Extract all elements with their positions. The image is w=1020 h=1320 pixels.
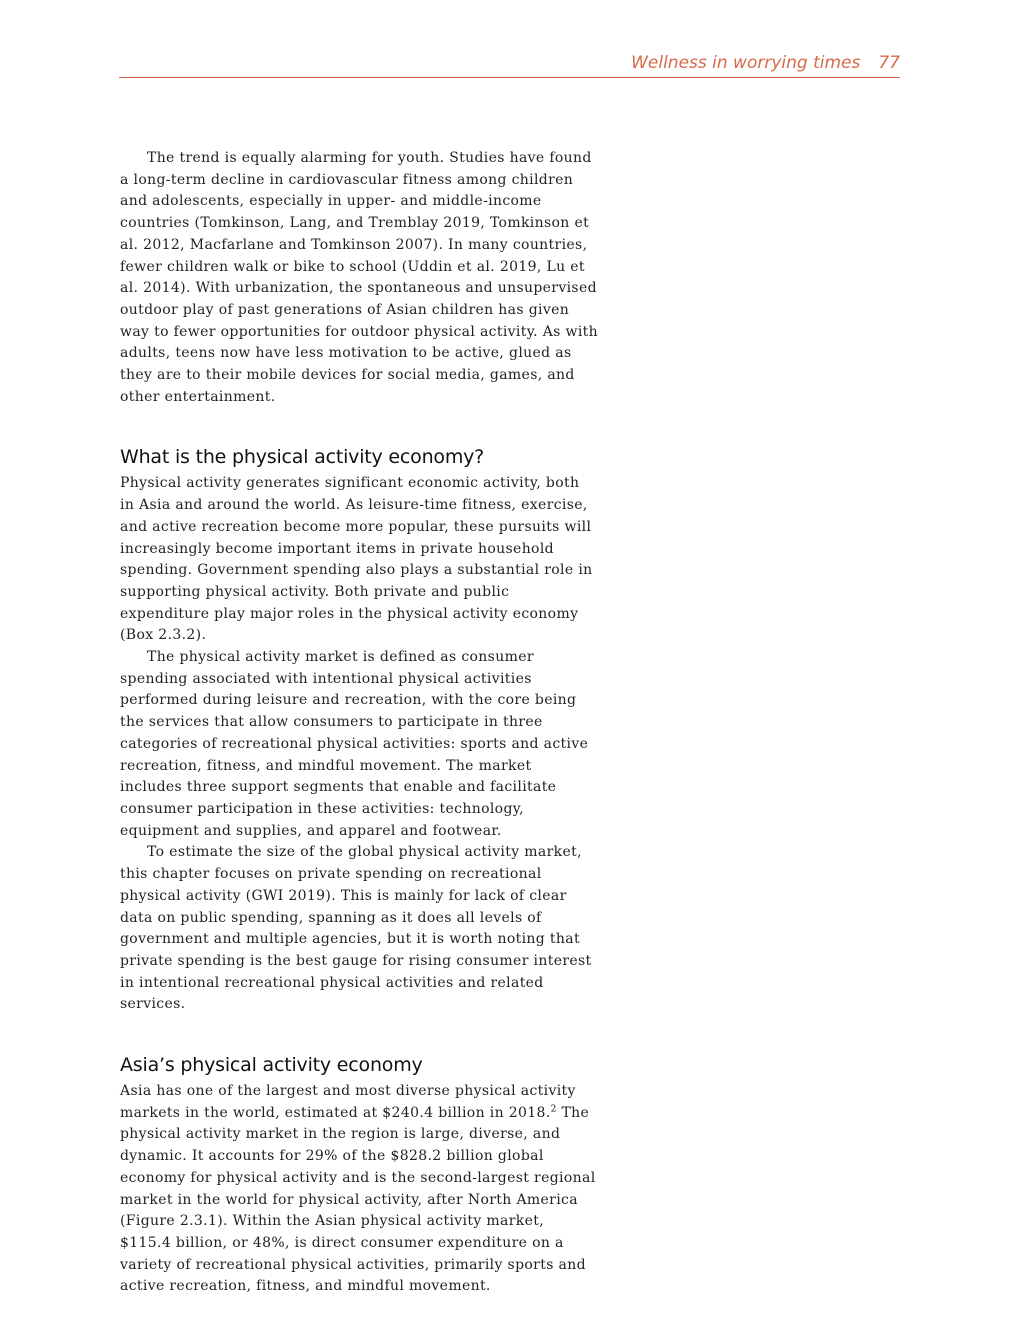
footnote-reference[interactable]: 2: [550, 1104, 557, 1115]
running-header-title: Wellness in worrying times: [631, 53, 861, 73]
paragraph-text: The physical activity market in the region is large, diverse, and dynamic. It accounts for 29% of the $828.2 billion global economy for physical activity and is the second-largest regional market in the world for physical activity, after North America (Figure 2.3.1). Within the Asian physical activity market, $115.4 billion, or 48%, is direct consumer expenditure on a variety of recreational physical activities, primarily sports and active recreation, fitness, and mindful movement.: [120, 1104, 596, 1295]
section-heading-asia-physical-activity-economy: Asia’s physical activity economy: [120, 1054, 423, 1077]
running-header: [119, 49, 900, 78]
section-heading-physical-activity-economy: What is the physical activity economy?: [120, 446, 485, 469]
page-number: 77: [878, 53, 900, 73]
paragraph: To estimate the size of the global physical activity market, this chapter focuses on private spending on recreational physical activity (GWI 2019). This is mainly for lack of clear data on public spending, spanning as it does all levels of government and multiple agencies, but it is worth noting that private spending is the best gauge for rising consumer interest in intentional recreational physical activities and related services.: [120, 844, 592, 1013]
paragraph: [120, 1081, 598, 1298]
main-content: [120, 148, 598, 1298]
paragraph-text: Asia has one of the largest and most diverse physical activity markets in the world, estimated at $240.4 billion in 2018.: [120, 1083, 576, 1121]
intro-paragraph: The trend is equally alarming for youth. Studies have found a long-term decline in cardiovascular fitness among children and adolescents, especially in upper- and middle-income countries (Tomkinson, Lang, and Tremblay 2019, Tomkinson et al. 2012, Macfarlane and Tomkinson 2007). In many countries, fewer children walk or bike to school (Uddin et al. 2019, Lu et al. 2014). With urbanization, the spontaneous and unsupervised outdoor play of past generations of Asian children has given way to fewer opportunities for outdoor physical activity. As with adults, teens now have less motivation to be active, glued as they are to their mobile devices for social media, games, and other entertainment.: [120, 150, 599, 405]
paragraph: Physical activity generates significant economic activity, both in Asia and around the world. As leisure-time fitness, exercise, and active recreation become more popular, these pursuits will increasingly become important items in private household spending. Government spending also plays a substantial role in supporting physical activity. Both private and public expenditure play major roles in the physical activity economy (Box 2.3.2).: [120, 475, 593, 644]
paragraph: The physical activity market is defined as consumer spending associated with intentional physical activities performed during leisure and recreation, with the core being the services that allow consumers to participate in three categories of recreational physical activities: sports and active recreation, fitness, and mindful movement. The market includes three support segments that enable and facilitate consumer participation in these activities: technology, equipment and supplies, and apparel and footwear.: [120, 649, 589, 839]
